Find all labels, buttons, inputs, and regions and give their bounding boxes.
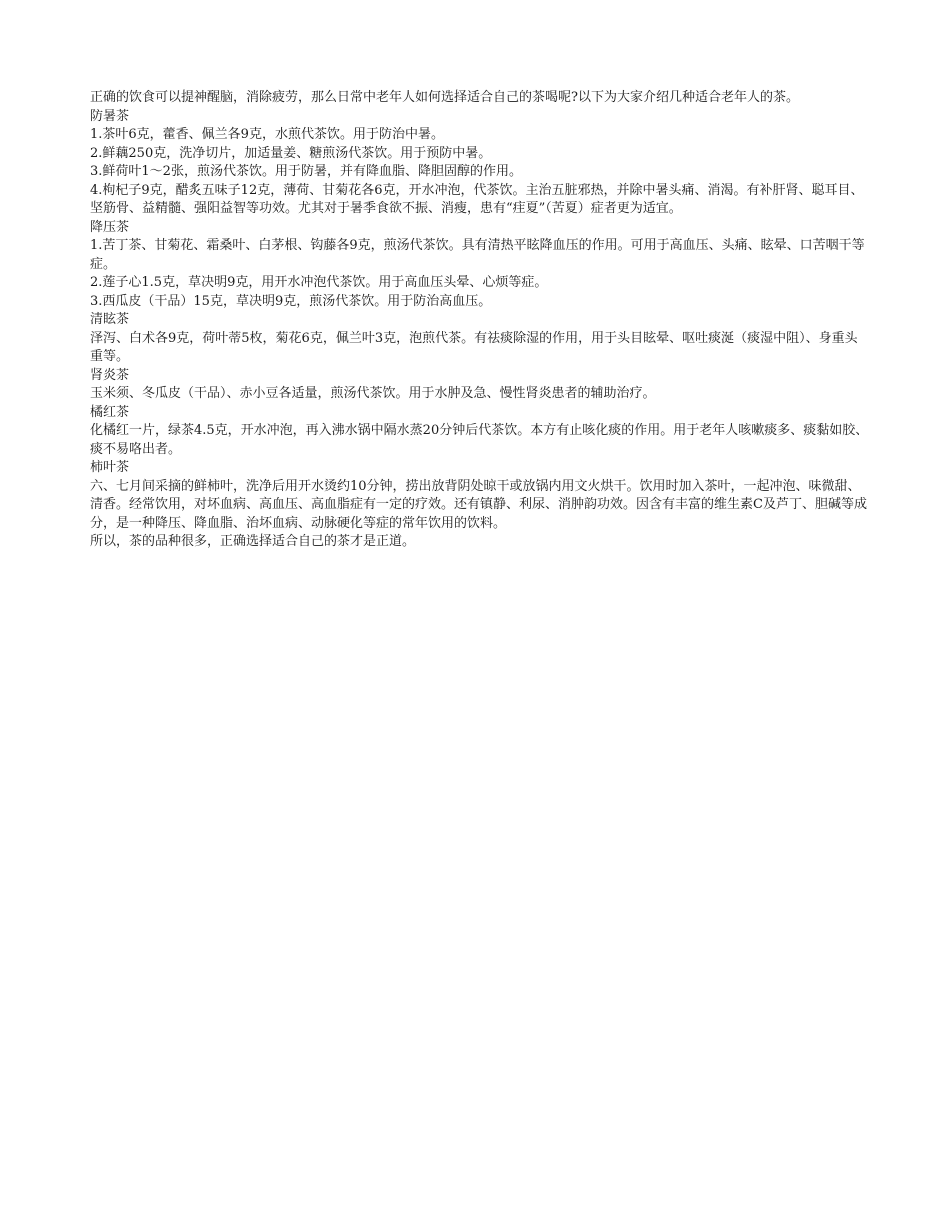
article-body [90, 89, 870, 552]
fangshu-item-2: 2.鲜藕250克，洗净切片，加适量姜、糖煎汤代茶饮。用于预防中暑。 [90, 145, 492, 161]
fangshu-item-3: 3.鲜荷叶1～2张，煎汤代茶饮。用于防暑，并有降血脂、降胆固醇的作用。 [90, 164, 522, 179]
intro-paragraph: 正确的饮食可以提神醒脑，消除疲劳，那么日常中老年人如何选择适合自己的茶喝呢?以下为大家介绍几种适合老年人的茶。 [90, 90, 799, 105]
juhong-paragraph: 化橘红一片，绿茶4.5克，开水冲泡，再入沸水锅中隔水蒸20分钟后代茶饮。本方有止咳化痰的作用。用于老年人咳嗽痰多、痰黏如胶、痰不易咯出者。 [90, 423, 869, 457]
section-heading-shiye: 柿叶茶 [90, 460, 130, 475]
jiangya-item-2: 2.莲子心1.5克，草决明9克，用开水冲泡代茶饮。用于高血压头晕、心烦等症。 [90, 275, 548, 290]
section-heading-juhong: 橘红茶 [90, 404, 130, 420]
fangshu-item-1: 1.茶叶6克，藿香、佩兰各9克，水煎代茶饮。用于防治中暑。 [90, 127, 444, 142]
jiangya-item-3: 3.西瓜皮（干品）15克，草决明9克，煎汤代茶饮。用于防治高血压。 [90, 293, 492, 309]
shiye-paragraph: 六、七月间采摘的鲜柿叶，洗净后用开水烫约10分钟，捞出放背阴处晾干或放锅内用文火烘干。饮用时加入茶叶，一起冲泡、味微甜、清香。经常饮用，对坏血病、高血压、高血脂症有一定的疗效。还有镇静、利尿、消肿韵功效。因含有丰富的维生素C及芦丁、胆碱等成分，是一种降压、降血脂、治坏血病、动脉硬化等症的常年饮用的饮料。 [90, 478, 867, 531]
shenyan-paragraph: 玉米须、冬瓜皮（干品）、赤小豆各适量，煎汤代茶饮。用于水肿及急、慢性肾炎患者的辅助治疗。 [90, 386, 656, 401]
section-heading-jiangya: 降压茶 [90, 219, 130, 235]
qingxuan-paragraph: 泽泻、白术各9克，荷叶蒂5枚，菊花6克，佩兰叶3克，泡煎代茶。有祛痰除湿的作用，用于头目眩晕、呕吐痰涎（痰湿中阻）、身重头重等。 [90, 330, 858, 364]
section-heading-shenyan: 肾炎茶 [90, 367, 130, 383]
conclusion-paragraph: 所以，茶的品种很多，正确选择适合自己的茶才是正道。 [90, 534, 416, 549]
section-heading-qingxuan: 清眩茶 [90, 312, 130, 327]
section-heading-fangshu: 防暑茶 [90, 108, 130, 124]
jiangya-item-1: 1.苦丁茶、甘菊花、霜桑叶、白茅根、钩藤各9克，煎汤代茶饮。具有清热平眩降血压的作用。可用于高血压、头痛、眩晕、口苦咽干等症。 [90, 238, 865, 272]
fangshu-item-4: 4.枸杞子9克，醋炙五味子12克，薄荷、甘菊花各6克，开水冲泡，代茶饮。主治五脏邪热，并除中暑头痛、消渴。有补肝肾、聪耳目、坚筋骨、益精髓、强阳益智等功效。尤其对于暑季食欲不振、消瘦，患有“疰夏”（苦夏）症者更为适宜。 [90, 182, 864, 216]
